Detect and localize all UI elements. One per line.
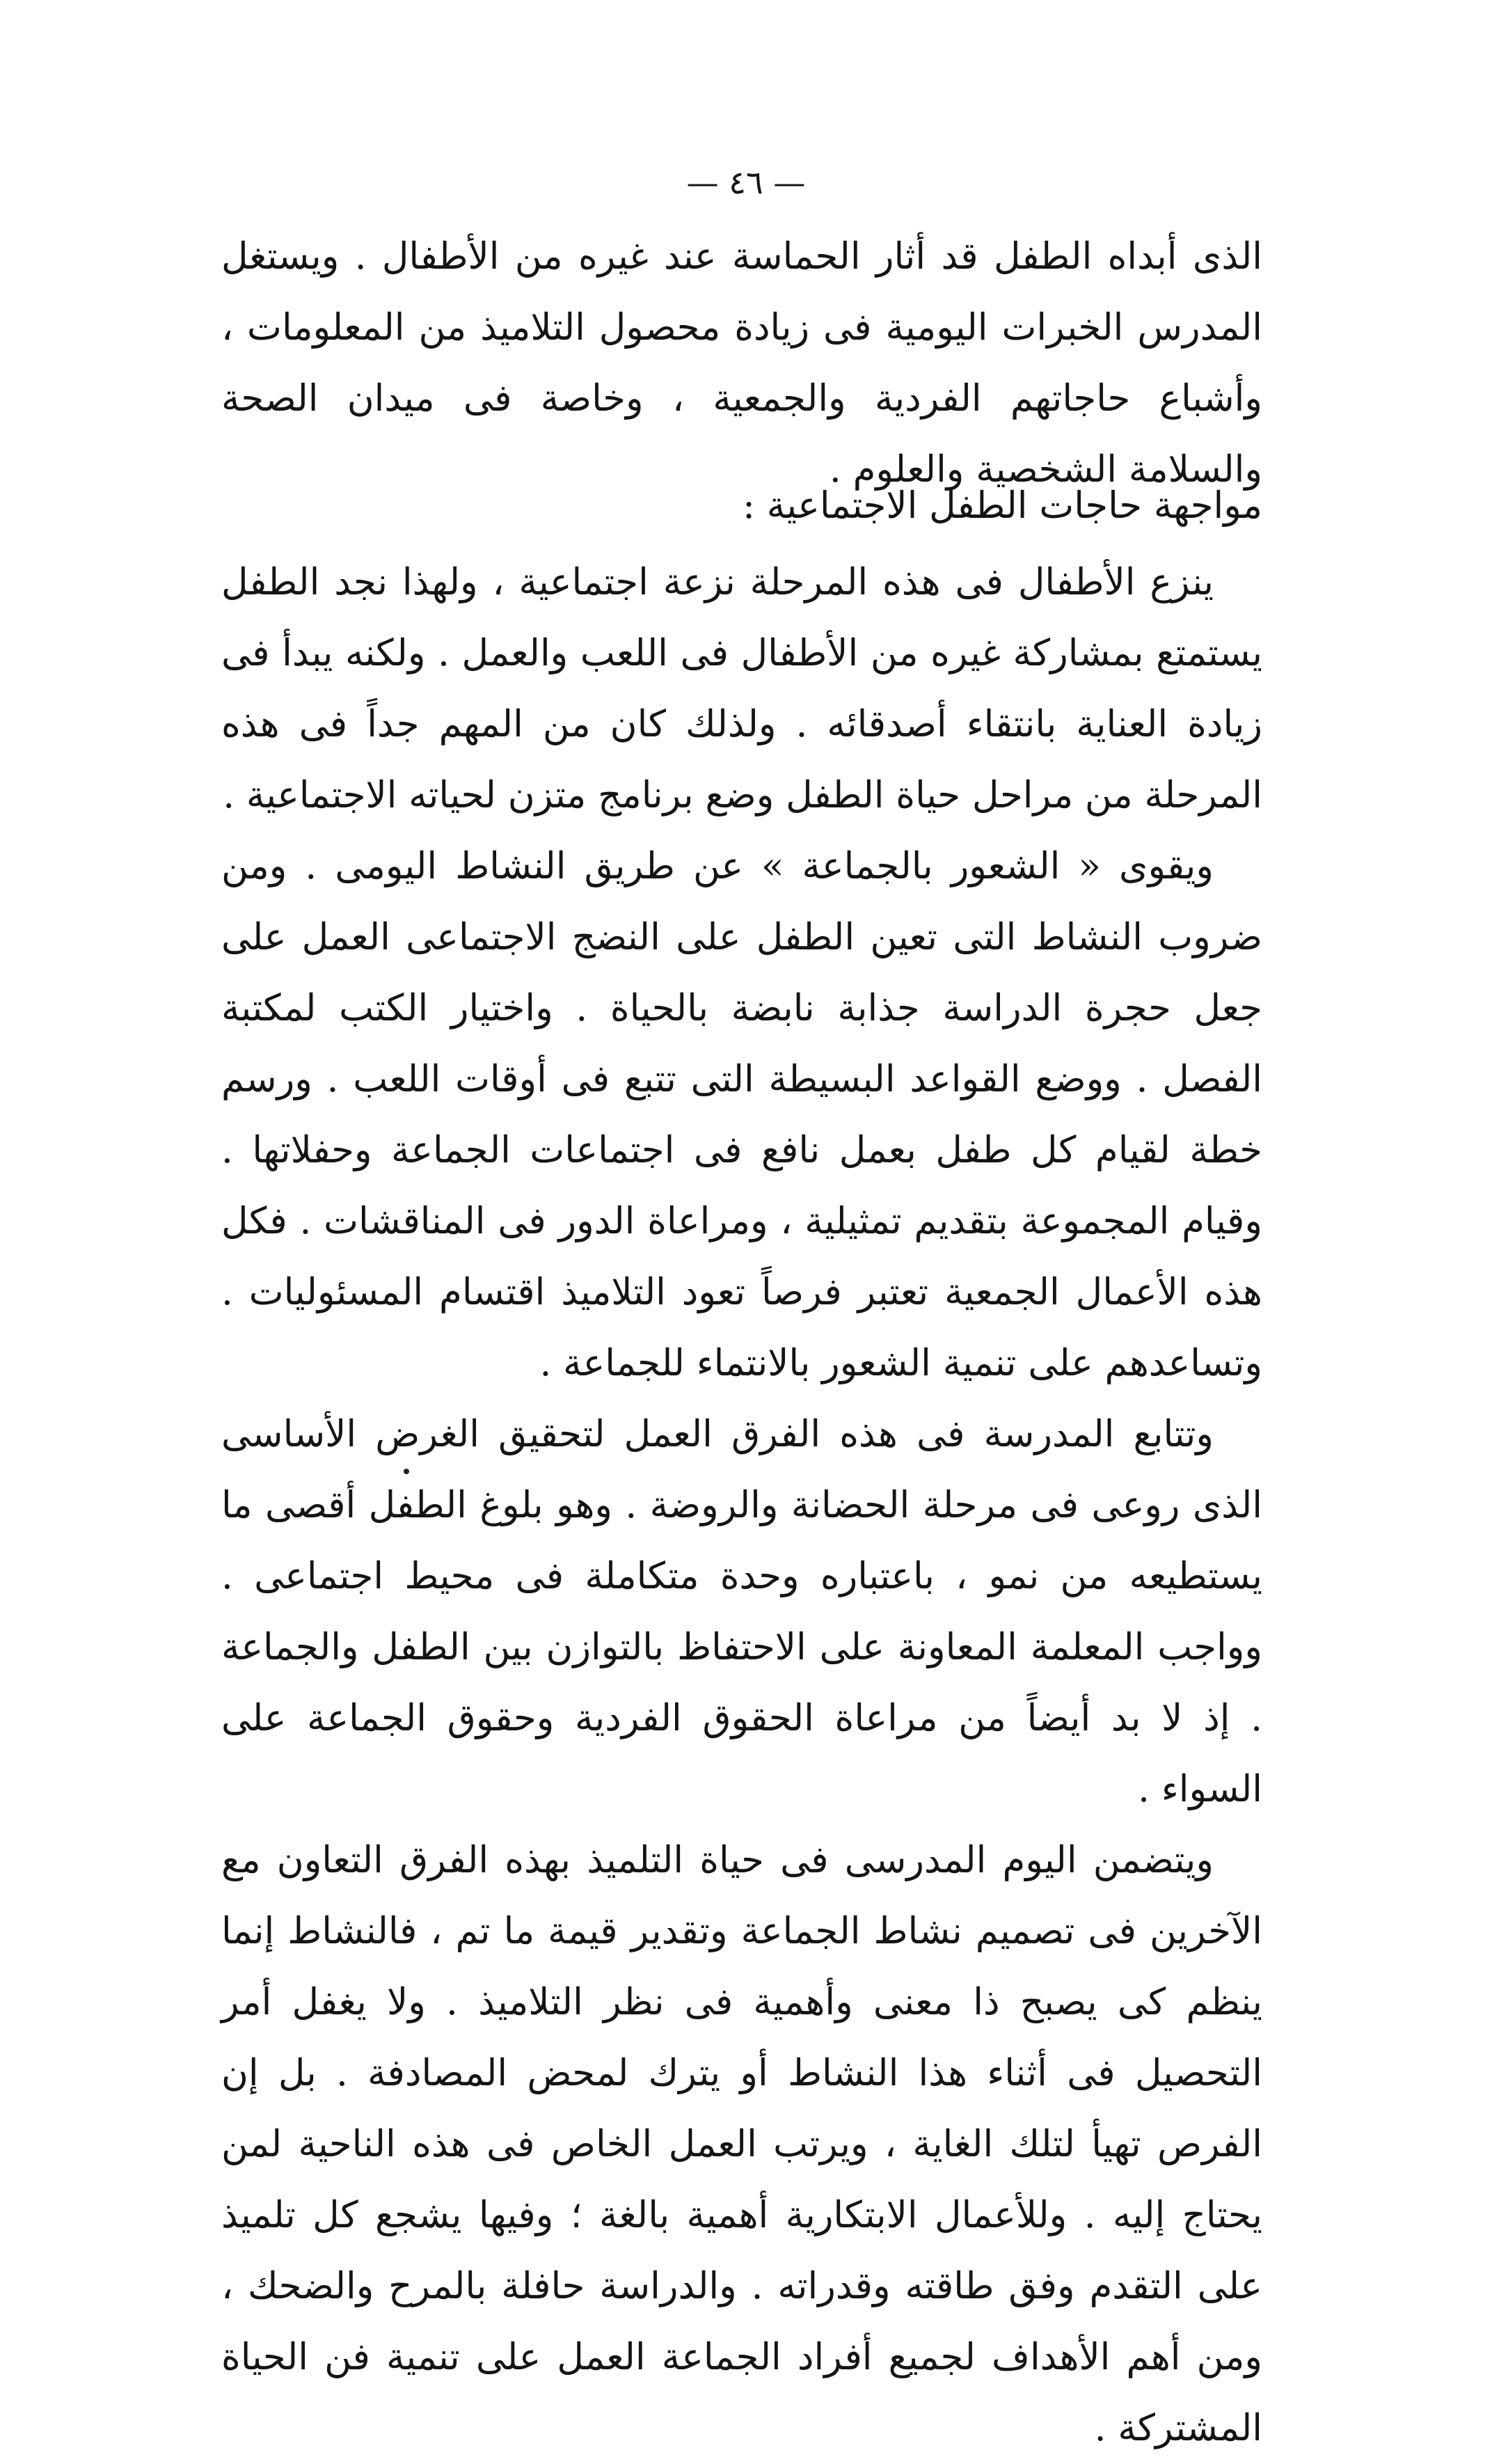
body-text-block: [221, 547, 1262, 2464]
body-paragraph-3: وتتابع المدرسة فى هذه الفرق العمل لتحقيق الغرض الأساسى الذى روعى فى مرحلة الحضانة والروضة . وهو بلوغ الطفل أقصى ما يستطيعه من نمو ، باعتباره وحدة متكاملة فى محيط اجتماعى . وواجب المعلمة المعاونة على الاحتفاظ بالتوازن بين الطفل والجماعة . إذ لا بد أيضاً من مراعاة الحقوق الفردية وحقوق الجماعة على السواء .: [221, 1413, 1262, 1810]
intro-paragraph: الذى أبداه الطفل قد أثار الحماسة عند غيره من الأطفال . ويستغل المدرس الخبرات اليومية فى زيادة محصول التلاميذ من المعلومات ، وأشباع حاجاتهم الفردية والجمعية ، وخاصة فى ميدان الصحة والسلامة الشخصية والعلوم .: [221, 235, 1262, 491]
scan-speck: [404, 1469, 409, 1474]
body-paragraph-2: ويقوى « الشعور بالجماعة » عن طريق النشاط اليومى . ومن ضروب النشاط التى تعين الطفل على النضج الاجتماعى العمل على جعل حجرة الدراسة جذابة نابضة بالحياة . واختيار الكتب لمكتبة الفصل . ووضع القواعد البسيطة التى تتبع فى أوقات اللعب . ورسم خطة لقيام كل طفل بعمل نافع فى اجتماعات الجماعة وحفلاتها . وقيام المجموعة بتقديم تمثيلية ، ومراعاة الدور فى المناقشات . فكل هذه الأعمال الجمعية تعتبر فرصاً تعود التلاميذ اقتسام المسئوليات . وتساعدهم على تنمية الشعور بالانتماء للجماعة .: [221, 845, 1262, 1384]
body-paragraph-1: ينزع الأطفال فى هذه المرحلة نزعة اجتماعية ، ولهذا نجد الطفل يستمتع بمشاركة غيره من الأطفال فى اللعب والعمل . ولكنه يبدأ فى زيادة العناية بانتقاء أصدقائه . ولذلك كان من المهم جداً فى هذه المرحلة من مراحل حياة الطفل وضع برنامج متزن لحياته الاجتماعية .: [221, 561, 1262, 816]
page-number: — ٤٦ —: [686, 164, 806, 201]
section-heading: مواجهة حاجات الطفل الاجتماعية :: [743, 484, 1262, 527]
intro-paragraph-block: [221, 221, 1262, 505]
body-paragraph-4: ويتضمن اليوم المدرسى فى حياة التلميذ بهذه الفرق التعاون مع الآخرين فى تصميم نشاط الجماعة وتقدير قيمة ما تم ، فالنشاط إنما ينظم كى يصبح ذا معنى وأهمية فى نظر التلاميذ . ولا يغفل أمر التحصيل فى أثناء هذا النشاط أو يترك لمحض المصادفة . بل إن الفرص تهيأ لتلك الغاية ، ويرتب العمل الخاص فى هذه الناحية لمن يحتاج إليه . وللأعمال الابتكارية أهمية بالغة ؛ وفيها يشجع كل تلميذ على التقدم وفق طاقته وقدراته . والدراسة حافلة بالمرح والضحك ، ومن أهم الأهداف لجميع أفراد الجماعة العمل على تنمية فن الحياة المشتركة .: [221, 1839, 1262, 2449]
